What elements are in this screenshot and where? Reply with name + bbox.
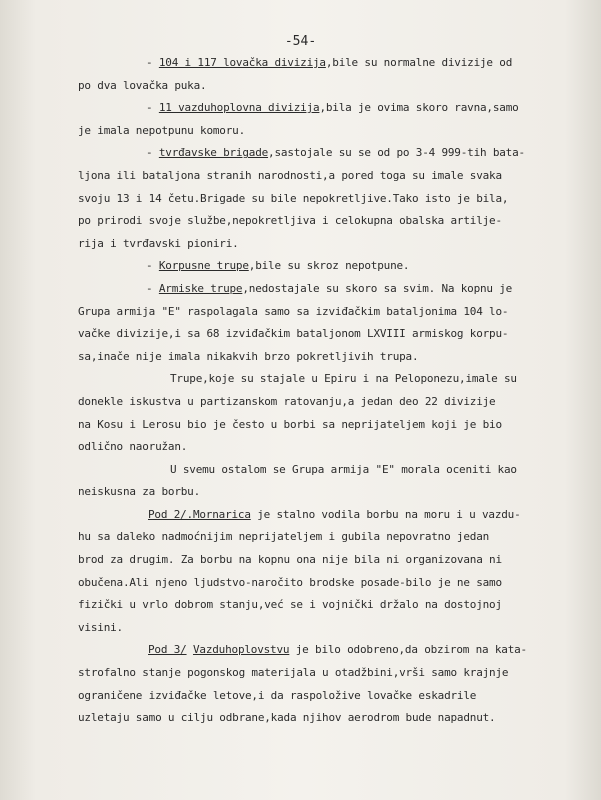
- text-run: Grupa armija "E" raspolagala samo sa izviđačkim bataljonima 104 lo-: [78, 304, 509, 318]
- text-line: [78, 368, 586, 391]
- text-line: [78, 685, 586, 708]
- text-run: ograničene izviđačke letove,i da raspoložive lovačke eskadrile: [78, 688, 477, 702]
- text-run: rija i tvrđavski pioniri.: [78, 236, 239, 250]
- paragraph: [78, 504, 586, 640]
- text-line: [78, 526, 586, 549]
- text-run: ,bile su skroz nepotpune.: [248, 259, 410, 273]
- text-run: je bilo odobreno,da obzirom na kata-: [289, 643, 527, 657]
- underlined-text: Korpusne trupe: [158, 259, 249, 273]
- text-line: [78, 188, 586, 211]
- text-run: hu sa daleko nadmoćnijim neprijateljem i gubila nepovratno jedan: [78, 530, 490, 544]
- text-run: ,bila je ovima skoro ravna,samo: [319, 101, 519, 115]
- text-run: na Kosu i Lerosu bio je često u borbi sa neprijateljem koji je bio: [78, 417, 502, 431]
- text-line: [78, 707, 586, 730]
- text-run: -: [146, 259, 159, 273]
- text-run: Trupe,koje su stajale u Epiru i na Peloponezu,imale su: [170, 372, 517, 386]
- text-line: [78, 639, 586, 662]
- paragraph: [78, 97, 586, 142]
- text-line: [78, 391, 586, 414]
- text-run: je imala nepotpunu komoru.: [78, 123, 245, 137]
- text-line: [78, 414, 586, 437]
- underlined-text: 104 i 117 lovačka divizija: [158, 56, 326, 69]
- text-run: -: [146, 101, 159, 115]
- text-run: fizički u vrlo dobrom stanju,već se i vojnički držalo na dostojnoj: [78, 598, 502, 612]
- text-line: [78, 594, 586, 617]
- text-line: [78, 165, 586, 188]
- text-line: [78, 617, 586, 640]
- text-line: [78, 233, 586, 256]
- paragraph: [78, 278, 586, 368]
- text-run: ,bile su normalne divizije od: [325, 56, 513, 69]
- text-line: [78, 278, 586, 301]
- paragraph: [78, 368, 586, 458]
- text-run: je stalno vodila borbu na moru i u vazdu-: [250, 507, 521, 521]
- underlined-text: Pod 2/.Mornarica: [148, 507, 251, 521]
- text-run: -: [146, 56, 159, 69]
- text-run: svoju 13 i 14 četu.Brigade su bile nepokretljive.Tako isto je bila,: [78, 191, 509, 205]
- text-run: U svemu ostalom se Grupa armija "E" morala oceniti kao: [170, 462, 517, 476]
- text-run: odlično naoružan.: [78, 440, 188, 454]
- text-line: [78, 142, 586, 165]
- text-line: [78, 504, 586, 527]
- text-line: [78, 572, 586, 595]
- text-run: po prirodi svoje službe,nepokretljiva i celokupna obalska artilje-: [78, 214, 502, 228]
- text-run: uzletaju samo u cilju odbrane,kada njihov aerodrom bude napadnut.: [78, 711, 496, 725]
- underlined-text: Pod 3/: [148, 643, 187, 657]
- text-run: ,nedostajale su skoro sa svim. Na kopnu je: [242, 281, 513, 295]
- text-run: ljona ili bataljona stranih narodnosti,a pored toga su imale svaka: [78, 168, 502, 182]
- text-line: [78, 481, 586, 504]
- text-line: [78, 346, 586, 369]
- text-run: vačke divizije,i sa 68 izviđačkim bataljonom LXVIII armiskog korpu-: [78, 327, 509, 341]
- text-line: [78, 549, 586, 572]
- underlined-text: tvrđavske brigade: [158, 146, 269, 160]
- text-run: obučena.Ali njeno ljudstvo-naročito brodske posade-bilo je ne samo: [78, 575, 502, 589]
- underlined-text: Armiske trupe: [158, 281, 243, 295]
- text-run: -: [146, 281, 159, 295]
- paragraph: [78, 52, 586, 97]
- document-body: [78, 52, 586, 730]
- text-run: ,sastojale su se od po 3-4 999-tih bata-: [268, 146, 525, 160]
- underlined-text: 11 vazduhoplovna divizija: [158, 101, 320, 115]
- text-line: [78, 75, 586, 98]
- paragraph: [78, 639, 586, 729]
- text-run: donekle iskustva u partizanskom ratovanju,a jedan deo 22 divizije: [78, 394, 496, 408]
- text-line: [78, 459, 586, 482]
- text-line: [78, 120, 586, 143]
- text-run: po dva lovačka puka.: [78, 78, 207, 92]
- underlined-text: Vazduhoplovstvu: [192, 643, 290, 657]
- text-line: [78, 52, 586, 75]
- text-line: [78, 436, 586, 459]
- text-run: visini.: [78, 620, 123, 634]
- text-run: sa,inače nije imala nikakvih brzo pokretljivih trupa.: [78, 349, 419, 363]
- page-number: -54-: [284, 34, 317, 49]
- text-run: -: [146, 146, 159, 160]
- text-line: [78, 210, 586, 233]
- text-line: [78, 323, 586, 346]
- text-line: [78, 301, 586, 324]
- text-run: strofalno stanje pogonskog materijala u otadžbini,vrši samo krajnje: [78, 666, 509, 680]
- text-line: [78, 662, 586, 685]
- paragraph: [78, 142, 586, 255]
- text-run: neiskusna za borbu.: [78, 485, 201, 499]
- text-line: [78, 255, 586, 278]
- paragraph: [78, 255, 586, 278]
- text-line: [78, 97, 586, 120]
- text-run: brod za drugim. Za borbu na kopnu ona nije bila ni organizovana ni: [78, 553, 502, 567]
- paragraph: [78, 459, 586, 504]
